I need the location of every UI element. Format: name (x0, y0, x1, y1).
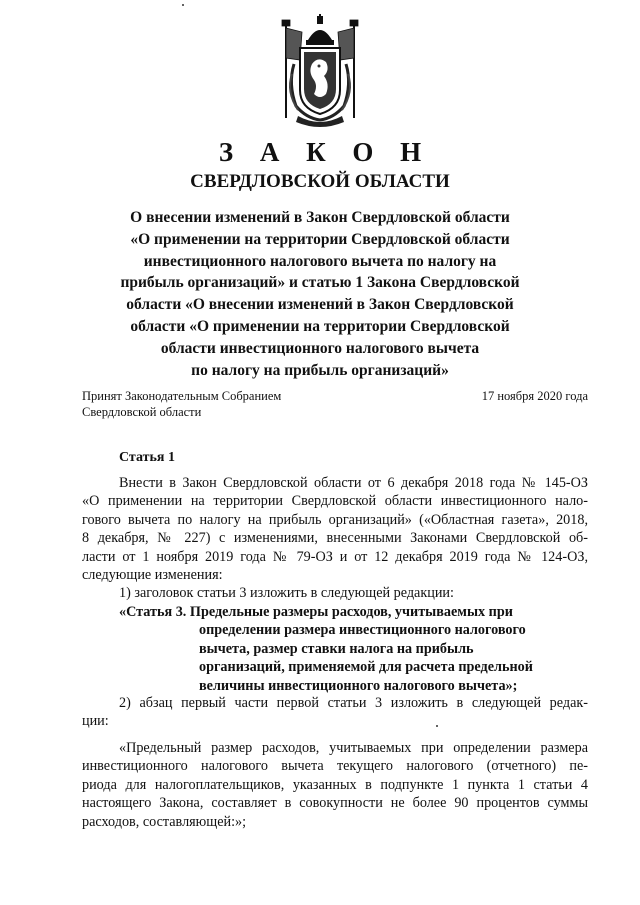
quoted-article-title (119, 603, 589, 695)
article-heading: Статья 1 (119, 450, 175, 465)
text-line: ласти от 1 ноября 2019 года № 79-ОЗ и от 12 декабря 2019 года № 124-ОЗ, (82, 548, 588, 565)
text-line: «Предельный размер расходов, учитываемых при определении размера (119, 740, 588, 756)
scan-speck (436, 725, 438, 727)
adoption-line: Принят Законодательным Собранием (82, 389, 282, 403)
text-line: следующие изменения: (82, 567, 223, 584)
subject-line: прибыль организаций» и статью 1 Закона Свердловской (120, 274, 520, 292)
subject-line: области «О применении на территории Свердловской (130, 317, 510, 335)
text-line: Внести в Закон Свердловской области от 6 декабря 2018 года № 145-ОЗ (119, 475, 588, 491)
item-2 (82, 694, 588, 731)
text-line: организаций, применяемой для расчета предельной (199, 659, 533, 676)
subject-line: по налогу на прибыль организаций» (191, 361, 449, 379)
subject-line: О внесении изменений в Закон Свердловской области (130, 209, 510, 226)
item-1 (82, 584, 588, 602)
law-subject (90, 207, 550, 381)
subject-line: инвестиционного налогового вычета по налогу на (143, 252, 497, 270)
text-line: инвестиционного налогового вычета текущего налогового (отчетного) пе- (82, 758, 588, 775)
quoted-paragraph (82, 739, 588, 831)
adoption-line: Свердловской области (82, 405, 202, 419)
subject-line: области «О внесении изменений в Закон Свердловской (126, 296, 514, 314)
subject-line: «О применении на территории Свердловской области (130, 230, 510, 248)
text-line: «Статья 3. Предельные размеры расходов, учитываемых при (119, 604, 513, 620)
law-title: З А К О Н (218, 137, 432, 167)
text-line: гового вычета по налогу на прибыль организаций» («Областная газета», 2018, (82, 511, 588, 528)
text-line: определении размера инвестиционного налогового (199, 622, 526, 639)
text-line: ции: (82, 713, 109, 730)
text-line: расходов, составляющей:»; (82, 813, 247, 830)
text-line: риода для налогоплательщиков, указанных в подпункте 1 пункта 1 статьи 4 (82, 776, 588, 793)
subject-line: области инвестиционного налогового вычета (160, 339, 480, 357)
coat-of-arms-icon (272, 14, 368, 130)
text-line: «О применении на территории Свердловской области инвестиционного нало- (82, 493, 588, 510)
adoption-date: 17 ноября 2020 года (481, 389, 588, 403)
text-line: вычета, размер ставки налога на прибыль (199, 640, 474, 657)
article-intro (82, 474, 588, 584)
text-line: величины инвестиционного налогового вычета»; (199, 677, 518, 694)
adoption-info (82, 388, 281, 420)
text-line: 2) абзац первый части первой статьи 3 изложить в следующей редак- (119, 695, 588, 711)
text-line: настоящего Закона, составляет в совокупности не более 90 процентов суммы (82, 795, 588, 812)
law-region: СВЕРДЛОВСКОЙ ОБЛАСТИ (190, 171, 450, 192)
text-line: 1) заголовок статьи 3 изложить в следующей редакции: (119, 585, 454, 601)
scan-speck (182, 4, 184, 6)
text-line: 8 декабря, № 227) с изменениями, внесенными Законами Свердловской об- (82, 530, 588, 547)
